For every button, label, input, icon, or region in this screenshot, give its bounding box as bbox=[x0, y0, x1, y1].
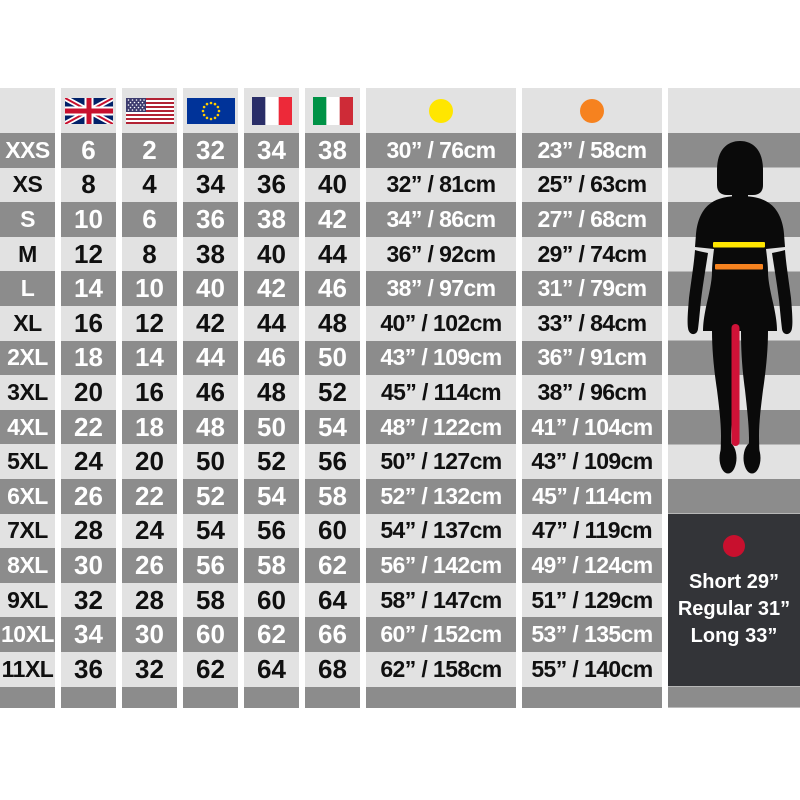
chest-measurement: 48” / 122cm bbox=[366, 410, 516, 445]
row-label: XL bbox=[0, 306, 55, 341]
figure-panel bbox=[668, 88, 800, 708]
us-size: 12 bbox=[122, 306, 177, 341]
leg-length-long: Long 33” bbox=[690, 624, 778, 647]
it-size: 58 bbox=[305, 479, 360, 514]
it-size: 56 bbox=[305, 444, 360, 479]
us-size: 10 bbox=[122, 271, 177, 306]
it-size: 52 bbox=[305, 375, 360, 410]
us-size: 28 bbox=[122, 583, 177, 618]
fr-size: 40 bbox=[244, 237, 299, 272]
eu-column-header bbox=[183, 88, 238, 133]
uk-size: 10 bbox=[61, 202, 116, 237]
row-label: 4XL bbox=[0, 410, 55, 445]
uk-size: 16 bbox=[61, 306, 116, 341]
leg-length-regular: Regular 31” bbox=[677, 597, 791, 620]
italy-column-header bbox=[305, 88, 360, 133]
uk-size: 30 bbox=[61, 548, 116, 583]
row-label: 11XL bbox=[0, 652, 55, 687]
waist-measurement: 43” / 109cm bbox=[522, 444, 662, 479]
waist-measurement: 41” / 104cm bbox=[522, 410, 662, 445]
us-size: 32 bbox=[122, 652, 177, 687]
fr-size: 58 bbox=[244, 548, 299, 583]
waist-measurement: 53” / 135cm bbox=[522, 617, 662, 652]
waist-measurement: 27” / 68cm bbox=[522, 202, 662, 237]
waist-measurement: 51” / 129cm bbox=[522, 583, 662, 618]
waist-measurement: 47” / 119cm bbox=[522, 514, 662, 549]
us-column-header bbox=[122, 88, 177, 133]
eu-size: 38 bbox=[183, 237, 238, 272]
eu-size: 50 bbox=[183, 444, 238, 479]
flag-uk-icon bbox=[65, 98, 113, 124]
eu-size: 42 bbox=[183, 306, 238, 341]
row-label: 5XL bbox=[0, 444, 55, 479]
chest-yellow-dot-icon bbox=[429, 99, 453, 123]
uk-size: 28 bbox=[61, 514, 116, 549]
fr-size: 44 bbox=[244, 306, 299, 341]
bust-yellow-line bbox=[713, 242, 765, 248]
waist-orange-dot-icon bbox=[580, 99, 604, 123]
row-label: L bbox=[0, 271, 55, 306]
chest-measurement: 56” / 142cm bbox=[366, 548, 516, 583]
waist-measurement: 45” / 114cm bbox=[522, 479, 662, 514]
uk-size: 36 bbox=[61, 652, 116, 687]
waist-measurement: 25” / 63cm bbox=[522, 168, 662, 203]
waist-measurement: 36” / 91cm bbox=[522, 341, 662, 376]
fr-size: 52 bbox=[244, 444, 299, 479]
it-size: 62 bbox=[305, 548, 360, 583]
it-size: 46 bbox=[305, 271, 360, 306]
row-label: 10XL bbox=[0, 617, 55, 652]
it-size: 42 bbox=[305, 202, 360, 237]
row-label: 3XL bbox=[0, 375, 55, 410]
chest-measurement: 38” / 97cm bbox=[366, 271, 516, 306]
uk-column-header bbox=[61, 88, 116, 133]
eu-size: 36 bbox=[183, 202, 238, 237]
chest-measurement: 43” / 109cm bbox=[366, 341, 516, 376]
chest-measurement: 58” / 147cm bbox=[366, 583, 516, 618]
row-label: 7XL bbox=[0, 514, 55, 549]
red-dot-inseam-icon bbox=[723, 535, 745, 557]
row-label: 9XL bbox=[0, 583, 55, 618]
flag-us-icon bbox=[126, 98, 174, 124]
uk-size: 18 bbox=[61, 341, 116, 376]
chest-column-header bbox=[366, 88, 516, 133]
chest-measurement: 45” / 114cm bbox=[366, 375, 516, 410]
eu-size: 52 bbox=[183, 479, 238, 514]
it-size: 60 bbox=[305, 514, 360, 549]
leg-length-box bbox=[668, 514, 800, 687]
hair bbox=[717, 141, 763, 195]
it-size: 66 bbox=[305, 617, 360, 652]
us-size: 26 bbox=[122, 548, 177, 583]
us-size: 8 bbox=[122, 237, 177, 272]
uk-size: 26 bbox=[61, 479, 116, 514]
us-size: 4 bbox=[122, 168, 177, 203]
label-column-header bbox=[0, 88, 55, 133]
row-label: M bbox=[0, 237, 55, 272]
us-size: 24 bbox=[122, 514, 177, 549]
france-column-header bbox=[244, 88, 299, 133]
fr-size: 62 bbox=[244, 617, 299, 652]
fr-size: 64 bbox=[244, 652, 299, 687]
eu-size: 44 bbox=[183, 341, 238, 376]
it-size: 64 bbox=[305, 583, 360, 618]
chest-measurement: 32” / 81cm bbox=[366, 168, 516, 203]
chest-measurement: 40” / 102cm bbox=[366, 306, 516, 341]
flag-eu-icon bbox=[187, 98, 235, 124]
uk-size: 22 bbox=[61, 410, 116, 445]
chest-measurement: 60” / 152cm bbox=[366, 617, 516, 652]
fr-size: 38 bbox=[244, 202, 299, 237]
eu-size: 58 bbox=[183, 583, 238, 618]
eu-size: 56 bbox=[183, 548, 238, 583]
eu-size: 48 bbox=[183, 410, 238, 445]
waist-measurement: 33” / 84cm bbox=[522, 306, 662, 341]
chest-measurement: 62” / 158cm bbox=[366, 652, 516, 687]
eu-size: 40 bbox=[183, 271, 238, 306]
uk-size: 6 bbox=[61, 133, 116, 168]
us-size: 2 bbox=[122, 133, 177, 168]
us-size: 18 bbox=[122, 410, 177, 445]
waist-column-header bbox=[522, 88, 662, 133]
fr-size: 34 bbox=[244, 133, 299, 168]
us-size: 20 bbox=[122, 444, 177, 479]
us-size: 6 bbox=[122, 202, 177, 237]
leg-length-short: Short 29” bbox=[688, 570, 779, 593]
flag-italy-icon bbox=[313, 97, 353, 125]
waist-measurement: 23” / 58cm bbox=[522, 133, 662, 168]
fr-size: 42 bbox=[244, 271, 299, 306]
fr-size: 54 bbox=[244, 479, 299, 514]
flag-france-icon bbox=[252, 97, 292, 125]
eu-size: 32 bbox=[183, 133, 238, 168]
eu-size: 62 bbox=[183, 652, 238, 687]
it-size: 54 bbox=[305, 410, 360, 445]
uk-size: 34 bbox=[61, 617, 116, 652]
uk-size: 8 bbox=[61, 168, 116, 203]
waist-measurement: 38” / 96cm bbox=[522, 375, 662, 410]
torso bbox=[695, 196, 785, 331]
waist-orange-line bbox=[715, 264, 763, 270]
row-label: 8XL bbox=[0, 548, 55, 583]
waist-measurement: 55” / 140cm bbox=[522, 652, 662, 687]
eu-size: 34 bbox=[183, 168, 238, 203]
fr-size: 48 bbox=[244, 375, 299, 410]
it-size: 68 bbox=[305, 652, 360, 687]
us-size: 16 bbox=[122, 375, 177, 410]
it-size: 40 bbox=[305, 168, 360, 203]
us-size: 30 bbox=[122, 617, 177, 652]
waist-measurement: 29” / 74cm bbox=[522, 237, 662, 272]
it-size: 48 bbox=[305, 306, 360, 341]
fr-size: 56 bbox=[244, 514, 299, 549]
fr-size: 36 bbox=[244, 168, 299, 203]
chest-measurement: 34” / 86cm bbox=[366, 202, 516, 237]
chest-measurement: 36” / 92cm bbox=[366, 237, 516, 272]
row-label: S bbox=[0, 202, 55, 237]
uk-size: 14 bbox=[61, 271, 116, 306]
uk-size: 20 bbox=[61, 375, 116, 410]
row-label: XS bbox=[0, 168, 55, 203]
it-size: 38 bbox=[305, 133, 360, 168]
uk-size: 12 bbox=[61, 237, 116, 272]
eu-size: 46 bbox=[183, 375, 238, 410]
row-label: 2XL bbox=[0, 341, 55, 376]
female-figure-silhouette bbox=[668, 138, 800, 484]
row-label: XXS bbox=[0, 133, 55, 168]
us-size: 22 bbox=[122, 479, 177, 514]
waist-measurement: 49” / 124cm bbox=[522, 548, 662, 583]
uk-size: 32 bbox=[61, 583, 116, 618]
us-size: 14 bbox=[122, 341, 177, 376]
eu-size: 60 bbox=[183, 617, 238, 652]
chest-measurement: 52” / 132cm bbox=[366, 479, 516, 514]
inseam-red-line bbox=[732, 324, 740, 446]
left-foot bbox=[720, 443, 737, 474]
size-table bbox=[0, 88, 662, 708]
eu-size: 54 bbox=[183, 514, 238, 549]
fr-size: 46 bbox=[244, 341, 299, 376]
uk-size: 24 bbox=[61, 444, 116, 479]
chest-measurement: 50” / 127cm bbox=[366, 444, 516, 479]
it-size: 50 bbox=[305, 341, 360, 376]
fr-size: 50 bbox=[244, 410, 299, 445]
right-foot bbox=[744, 443, 761, 474]
fr-size: 60 bbox=[244, 583, 299, 618]
row-label: 6XL bbox=[0, 479, 55, 514]
chest-measurement: 54” / 137cm bbox=[366, 514, 516, 549]
waist-measurement: 31” / 79cm bbox=[522, 271, 662, 306]
chest-measurement: 30” / 76cm bbox=[366, 133, 516, 168]
it-size: 44 bbox=[305, 237, 360, 272]
